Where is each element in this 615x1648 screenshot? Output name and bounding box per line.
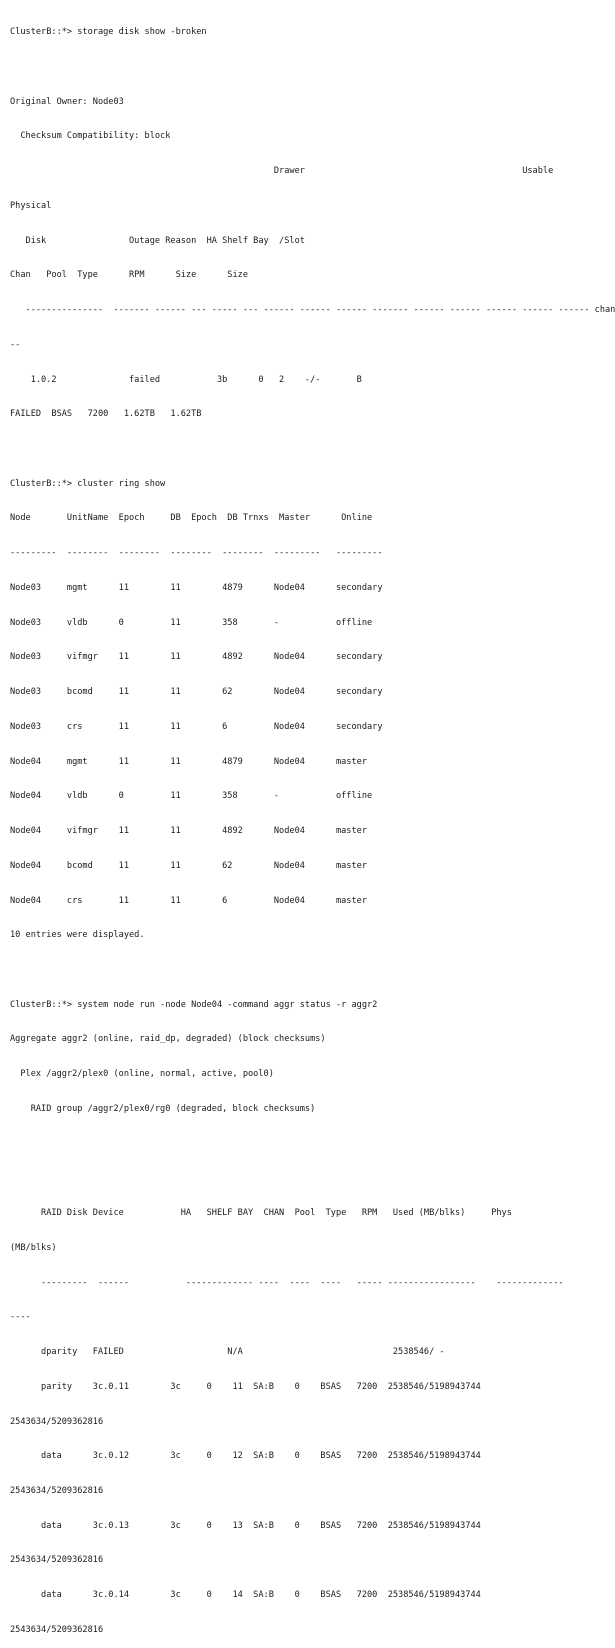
terminal-line xyxy=(10,444,603,456)
terminal-line: data 3c.0.12 3c 0 12 SA:B 0 BSAS 7200 2538546/5198943744 xyxy=(10,1451,481,1462)
terminal-line: dparity FAILED N/A 2538546/ - xyxy=(10,1347,445,1358)
terminal-line: Drawer Usable xyxy=(10,166,554,177)
terminal-line: Node04 vldb 0 11 358 - offline xyxy=(10,791,373,802)
terminal-line xyxy=(10,1139,603,1151)
terminal-line: ClusterB::*> cluster ring show xyxy=(10,478,166,489)
terminal-line: Node04 vifmgr 11 11 4892 Node04 master xyxy=(10,826,367,837)
terminal-line: Node03 mgmt 11 11 4879 Node04 secondary xyxy=(10,582,383,593)
terminal-line: Node03 vldb 0 11 358 - offline xyxy=(10,617,373,628)
terminal-line: ClusterB::*> system node run -node Node04 -command aggr status -r aggr2 xyxy=(10,999,378,1010)
terminal-line: Node04 mgmt 11 11 4879 Node04 master xyxy=(10,756,367,767)
terminal-line: Plex /aggr2/plex0 (online, normal, active, pool0) xyxy=(10,1069,274,1080)
terminal-line: FAILED BSAS 7200 1.62TB 1.62TB xyxy=(10,409,202,420)
terminal-line: Chan Pool Type RPM Size Size xyxy=(10,270,248,281)
terminal-line xyxy=(10,62,603,74)
terminal-line xyxy=(10,1173,603,1185)
terminal-line: 2543634/5209362816 xyxy=(10,1416,104,1427)
terminal-line: Node UnitName Epoch DB Epoch DB Trnxs Master Online xyxy=(10,513,373,524)
terminal-line: 1.0.2 failed 3b 0 2 -/- B xyxy=(10,374,362,385)
terminal-line xyxy=(10,965,603,977)
terminal-line: Disk Outage Reason HA Shelf Bay /Slot xyxy=(10,235,305,246)
terminal-line: 10 entries were displayed. xyxy=(10,930,145,941)
terminal-line: data 3c.0.14 3c 0 14 SA:B 0 BSAS 7200 2538546/5198943744 xyxy=(10,1590,481,1601)
terminal-line: Node04 crs 11 11 6 Node04 master xyxy=(10,895,367,906)
terminal-line: ClusterB::*> storage disk show -broken xyxy=(10,27,207,38)
terminal-line: 2543634/5209362816 xyxy=(10,1555,104,1566)
terminal-line: --------- ------ ------------- ---- ---- ---- ----- ----------------- ------------- xyxy=(10,1277,564,1288)
terminal-line: --------------- ------- ------ --- ----- --- ------ ------ ------ ------- ------ ------ ------ ------ ------ chan xyxy=(10,305,615,316)
terminal-line: Node03 vifmgr 11 11 4892 Node04 secondary xyxy=(10,652,383,663)
terminal-line: data 3c.0.13 3c 0 13 SA:B 0 BSAS 7200 2538546/5198943744 xyxy=(10,1520,481,1531)
terminal-line: 2543634/5209362816 xyxy=(10,1486,104,1496)
terminal-line: Node04 bcomd 11 11 62 Node04 master xyxy=(10,860,367,871)
terminal-line: (MB/blks) xyxy=(10,1242,57,1253)
terminal-line: 2543634/5209362816 xyxy=(10,1624,104,1635)
terminal-line: Aggregate aggr2 (online, raid_dp, degraded) (block checksums) xyxy=(10,1034,326,1045)
terminal-line: RAID group /aggr2/plex0/rg0 (degraded, block checksums) xyxy=(10,1103,316,1114)
terminal-line: parity 3c.0.11 3c 0 11 SA:B 0 BSAS 7200 2538546/5198943744 xyxy=(10,1381,481,1392)
terminal-line: Node03 bcomd 11 11 62 Node04 secondary xyxy=(10,687,383,698)
terminal-line: --------- -------- -------- -------- -------- --------- --------- xyxy=(10,548,383,559)
terminal-line: Physical xyxy=(10,200,52,211)
terminal-line: RAID Disk Device HA SHELF BAY CHAN Pool Type RPM Used (MB/blks) Phys xyxy=(10,1208,512,1219)
terminal-line: ---- xyxy=(10,1312,31,1323)
terminal-line: Checksum Compatibility: block xyxy=(10,131,171,142)
terminal-line: Node03 crs 11 11 6 Node04 secondary xyxy=(10,721,383,732)
terminal-line: Original Owner: Node03 xyxy=(10,96,124,107)
terminal-line: -- xyxy=(10,339,21,350)
